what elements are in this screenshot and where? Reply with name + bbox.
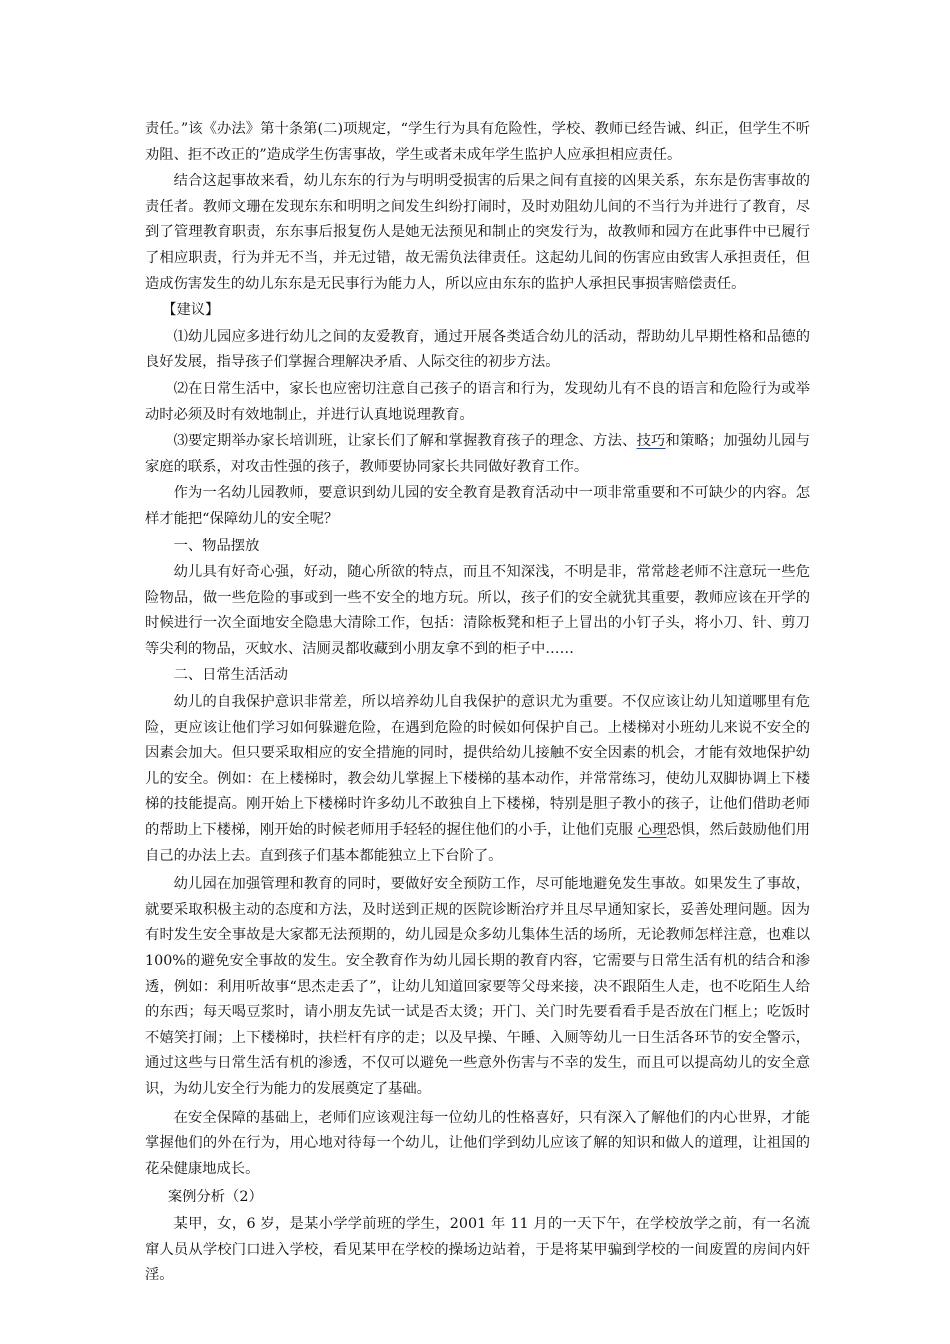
- suggestion-2: ⑵在日常生活中，家长也应密切注意自己孩子的语言和行为，发现幼儿有不良的语言和危险行为或举动时必须及时有效地制止，并进行认真地说理教育。: [145, 380, 810, 423]
- suggestion-3: [145, 429, 810, 480]
- skills-link[interactable]: 技巧: [636, 433, 666, 450]
- paragraph-safety-intro: 作为一名幼儿园教师，要意识到幼儿园的安全教育是教育活动中一项非常重要和不可缺少的内容。怎样才能把“保障幼儿的安全呢？: [145, 485, 810, 527]
- psychology-link[interactable]: 心理: [637, 822, 667, 839]
- suggestion-1: ⑴幼儿园应多进行幼儿之间的友爱教育，通过开展各类适合幼儿的活动，帮助幼儿早期性格和品德的良好发展，指导孩子们掌握合理解决矛盾、人际交往的初步方法。: [145, 328, 810, 371]
- suggestion-3-text-a: ⑶要定期举办家长培训班，让家长们了解和掌握教育孩子的理念、方法、: [173, 433, 637, 450]
- paragraph-self-protection-text-b: 恐惧，然后鼓励他们用自己的办法上去。直到孩子们基本都能独立上下台阶了。: [145, 822, 810, 864]
- case-title: 案例分析（2）: [167, 1189, 263, 1206]
- suggestion-heading: 【建议】: [162, 302, 220, 319]
- suggestion-3-text-b: 和策略；加强幼儿园与家庭的联系，对攻击性强的孩子，教师要协同家长共同做好教育工作。: [145, 433, 811, 475]
- section-heading-daily-life: 二、日常生活活动: [173, 667, 288, 684]
- section-heading-items: 一、物品摆放: [173, 537, 260, 554]
- paragraph-prevention: 幼儿园在加强管理和教育的同时，要做好安全预防工作，尽可能地避免发生事故。如果发生了事故，就要采取积极主动的态度和方法，及时送到正规的医院诊断治疗并且尽早通知家长，妥善处理问题。因为有时发生安全事故是大家都无法预期的，幼儿园是众多幼儿集体生活的场所，无论教师怎样注意，也难以 100%的避免安全事故的发生。安全教育作为幼儿园长期的教育内容，它需要与日常生活有机的结合和渗透，例如：利用听故事“思杰走丢了”，让幼儿知道回家要等父母来接，决不跟陌生人走，也不吃陌生人给的东西；每天喝豆浆时，请小朋友先试一试是否太烫；开门、关门时先要看看手是否放在门框上；吃饭时不嬉笑打闹；上下楼梯时，扶栏杆有序的走；以及早操、午睡、入厕等幼儿一日生活各环节的安全警示，通过这些与日常生活有机的渗透，不仅可以避免一些意外伤害与不幸的发生，而且可以提高幼儿的安全意识，为幼儿安全行为能力的发展奠定了基础。: [145, 876, 810, 1097]
- paragraph-self-protection-text-a: 幼儿的自我保护意识非常差，所以培养幼儿自我保护的意识尤为重要。不仅应该让幼儿知道哪里有危险，更应该让他们学习如何躲避危险，在遇到危险的时候如何保护自己。上楼梯对小班幼儿来说不安全的因素会加大。但只要采取相应的安全措施的同时，提供给幼儿接触不安全因素的机会，才能有效地保护幼儿的安全。例如：在上楼梯时，教会幼儿掌握上下楼梯的基本动作，并常常练习，使幼儿双脚协调上下楼梯的技能提高。刚开始上下楼梯时许多幼儿不敢独自上下楼梯，特别是胆子教小的孩子，让他们借助老师的帮助上下楼梯，刚开始的时候老师用手轻轻的握住他们的小手，让他们克服: [145, 694, 810, 839]
- document-body: [145, 117, 810, 1289]
- paragraph-care: 在安全保障的基础上，老师们应该观注每一位幼儿的性格喜好，只有深入了解他们的内心世界，才能掌握他们的外在行为，用心地对待每一个幼儿，让他们学到幼儿应该了解的知识和做人的道理，让祖国的花朵健康地成长。: [145, 1109, 810, 1177]
- paragraph-case-2: 某甲，女，6 岁，是某小学学前班的学生，2001 年 11 月的一天下午，在学校放学之前，有一名流窜人员从学校门口进入学校，看见某甲在学校的操场边站着，于是将某甲骗到学校的一间废置的房间内奸淫。: [145, 1215, 810, 1284]
- paragraph-analysis: 结合这起事故来看，幼儿东东的行为与明明受损害的后果之间有直接的凶果关系，东东是伤害事故的责任者。教师文珊在发现东东和明明之间发生纠纷打闹时，及时劝阻幼儿间的不当行为并进行了教育，尽到了管理教育职责，东东事后报复伤人是她无法预见和制止的突发行为，故教师和园方在此事件中已履行了相应职责，行为并无不当，并无过错，故无需负法律责任。这起幼儿间的伤害应由致害人承担责任，但造成伤害发生的幼儿东东是无民事行为能力人，所以应由东东的监护人承担民事损害赔偿责任。: [145, 173, 810, 292]
- paragraph-self-protection: [145, 690, 810, 869]
- paragraph-items: 幼儿具有好奇心强，好动，随心所欲的特点，而且不知深浅，不明是非，常常趁老师不注意玩一些危险物品，做一些危险的事或到一些不安全的地方玩。所以，孩子们的安全就犹其重要，教师应该在开学的时候进行一次全面地安全隐患大清除工作，包括：清除板凳和柜子上冒出的小钉子头，将小刀、针、剪刀等尖利的物品，灭蚊水、洁厕灵都收藏到小朋友拿不到的柜子中……: [145, 564, 810, 657]
- paragraph-continuation: 责任。”该《办法》第十条第(二)项规定，“学生行为具有危险性，学校、教师已经告诫、纠正，但学生不听劝阻、拒不改正的”造成学生伤害事故，学生或者未成年学生监护人应承担相应责任。: [145, 121, 810, 163]
